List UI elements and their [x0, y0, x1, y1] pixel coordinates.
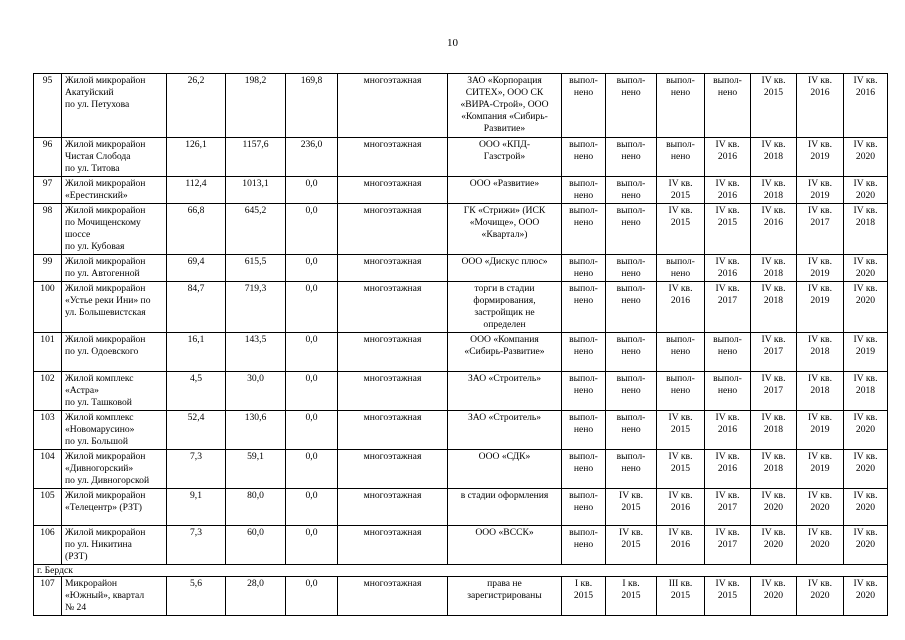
area-cell: 5,6	[167, 577, 226, 616]
stage-cell: IV кв. 2018	[797, 372, 844, 411]
stage-cell: IV кв. 2020	[844, 489, 888, 526]
commissioned-volume-cell: 0,0	[286, 526, 338, 565]
commissioned-volume-cell: 0,0	[286, 282, 338, 333]
stage-cell: IV кв. 2018	[751, 282, 797, 333]
area-cell: 26,2	[167, 74, 226, 138]
stage-cell: IV кв. 2019	[797, 411, 844, 450]
developer-cell: ГК «Стрижи» (ИСК «Мочище», ООО «Квартал»)	[448, 204, 562, 255]
table-row	[34, 74, 888, 138]
commissioned-volume-cell: 0,0	[286, 204, 338, 255]
stage-cell: IV кв. 2020	[751, 577, 797, 616]
table-row	[34, 450, 888, 489]
stage-cell: выпол- нено	[606, 411, 657, 450]
total-volume-cell: 1013,1	[226, 177, 286, 204]
developer-cell: ООО «Дискус плюс»	[448, 255, 562, 282]
row-number-cell: 99	[34, 255, 62, 282]
stage-cell: IV кв. 2016	[751, 204, 797, 255]
developer-cell: ООО «ВССК»	[448, 526, 562, 565]
area-cell: 16,1	[167, 333, 226, 372]
developer-cell: права не зарегистрированы	[448, 577, 562, 616]
stage-cell: IV кв. 2019	[797, 255, 844, 282]
building-type-cell: многоэтажная	[338, 74, 448, 138]
stage-cell: выпол- нено	[606, 138, 657, 177]
row-number-cell: 102	[34, 372, 62, 411]
stage-cell: IV кв. 2015	[657, 204, 705, 255]
stage-cell: IV кв. 2015	[705, 204, 751, 255]
total-volume-cell: 198,2	[226, 74, 286, 138]
building-type-cell: многоэтажная	[338, 177, 448, 204]
area-cell: 69,4	[167, 255, 226, 282]
stage-cell: IV кв. 2020	[844, 138, 888, 177]
building-type-cell: многоэтажная	[338, 255, 448, 282]
total-volume-cell: 28,0	[226, 577, 286, 616]
stage-cell: IV кв. 2015	[606, 489, 657, 526]
stage-cell: выпол- нено	[562, 204, 606, 255]
stage-cell: выпол- нено	[657, 372, 705, 411]
stage-cell: IV кв. 2020	[844, 282, 888, 333]
developer-cell: ООО «Развитие»	[448, 177, 562, 204]
stage-cell: выпол- нено	[562, 450, 606, 489]
total-volume-cell: 30,0	[226, 372, 286, 411]
stage-cell: IV кв. 2018	[797, 333, 844, 372]
stage-cell: IV кв. 2016	[705, 255, 751, 282]
total-volume-cell: 1157,6	[226, 138, 286, 177]
commissioned-volume-cell: 236,0	[286, 138, 338, 177]
stage-cell: выпол- нено	[562, 177, 606, 204]
stage-cell: IV кв. 2017	[705, 282, 751, 333]
stage-cell: IV кв. 2017	[705, 489, 751, 526]
table-row	[34, 372, 888, 411]
object-name-cell: Жилой микрорайон «Дивногорский» по ул. Дивногорской	[62, 450, 167, 489]
area-cell: 7,3	[167, 526, 226, 565]
stage-cell: I кв. 2015	[606, 577, 657, 616]
stage-cell: IV кв. 2017	[797, 204, 844, 255]
total-volume-cell: 615,5	[226, 255, 286, 282]
stage-cell: выпол- нено	[705, 372, 751, 411]
stage-cell: IV кв. 2017	[751, 333, 797, 372]
stage-cell: выпол- нено	[562, 255, 606, 282]
row-number-cell: 106	[34, 526, 62, 565]
object-name-cell: Жилой комплекс «Астра» по ул. Ташковой	[62, 372, 167, 411]
projects-table	[33, 73, 888, 616]
stage-cell: выпол- нено	[606, 282, 657, 333]
row-number-cell: 96	[34, 138, 62, 177]
building-type-cell: многоэтажная	[338, 282, 448, 333]
area-cell: 7,3	[167, 450, 226, 489]
stage-cell: выпол- нено	[562, 74, 606, 138]
object-name-cell: Жилой микрорайон по ул. Автогенной	[62, 255, 167, 282]
building-type-cell: многоэтажная	[338, 372, 448, 411]
stage-cell: IV кв. 2019	[797, 138, 844, 177]
page-number: 10	[447, 37, 458, 49]
stage-cell: IV кв. 2018	[751, 411, 797, 450]
stage-cell: выпол- нено	[705, 74, 751, 138]
developer-cell: ООО «КПД- Газстрой»	[448, 138, 562, 177]
stage-cell: IV кв. 2016	[705, 138, 751, 177]
stage-cell: IV кв. 2015	[657, 411, 705, 450]
stage-cell: выпол- нено	[562, 411, 606, 450]
stage-cell: IV кв. 2020	[844, 450, 888, 489]
row-number-cell: 105	[34, 489, 62, 526]
table-row	[34, 526, 888, 565]
object-name-cell: Жилой комплекс «Новомарусино» по ул. Большой	[62, 411, 167, 450]
commissioned-volume-cell: 0,0	[286, 450, 338, 489]
table-row	[34, 333, 888, 372]
total-volume-cell: 143,5	[226, 333, 286, 372]
object-name-cell: Жилой микрорайон Чистая Слобода по ул. Титова	[62, 138, 167, 177]
stage-cell: выпол- нено	[562, 333, 606, 372]
stage-cell: выпол- нено	[562, 489, 606, 526]
building-type-cell: многоэтажная	[338, 526, 448, 565]
commissioned-volume-cell: 0,0	[286, 577, 338, 616]
stage-cell: IV кв. 2017	[705, 526, 751, 565]
stage-cell: выпол- нено	[606, 74, 657, 138]
stage-cell: IV кв. 2016	[705, 411, 751, 450]
area-cell: 126,1	[167, 138, 226, 177]
stage-cell: IV кв. 2017	[751, 372, 797, 411]
stage-cell: IV кв. 2018	[751, 450, 797, 489]
stage-cell: IV кв. 2019	[797, 282, 844, 333]
stage-cell: выпол- нено	[606, 450, 657, 489]
row-number-cell: 98	[34, 204, 62, 255]
area-cell: 4,5	[167, 372, 226, 411]
stage-cell: IV кв. 2016	[657, 489, 705, 526]
area-cell: 112,4	[167, 177, 226, 204]
commissioned-volume-cell: 0,0	[286, 372, 338, 411]
stage-cell: выпол- нено	[606, 204, 657, 255]
stage-cell: IV кв. 2016	[797, 74, 844, 138]
developer-cell: ЗАО «Строитель»	[448, 372, 562, 411]
area-cell: 84,7	[167, 282, 226, 333]
row-number-cell: 103	[34, 411, 62, 450]
developer-cell: в стадии оформления	[448, 489, 562, 526]
building-type-cell: многоэтажная	[338, 204, 448, 255]
stage-cell: выпол- нено	[562, 526, 606, 565]
stage-cell: IV кв. 2015	[751, 74, 797, 138]
table-row	[34, 255, 888, 282]
row-number-cell: 100	[34, 282, 62, 333]
total-volume-cell: 719,3	[226, 282, 286, 333]
commissioned-volume-cell: 0,0	[286, 333, 338, 372]
table-row	[34, 577, 888, 616]
row-number-cell: 97	[34, 177, 62, 204]
commissioned-volume-cell: 0,0	[286, 255, 338, 282]
stage-cell: выпол- нено	[606, 255, 657, 282]
total-volume-cell: 60,0	[226, 526, 286, 565]
object-name-cell: Жилой микрорайон по ул. Никитина (РЗТ)	[62, 526, 167, 565]
stage-cell: III кв. 2015	[657, 577, 705, 616]
object-name-cell: Жилой микрорайон по ул. Одоевского	[62, 333, 167, 372]
row-number-cell: 101	[34, 333, 62, 372]
city-section-row	[34, 565, 888, 577]
stage-cell: IV кв. 2016	[844, 74, 888, 138]
stage-cell: IV кв. 2016	[657, 526, 705, 565]
stage-cell: выпол- нено	[562, 138, 606, 177]
object-name-cell: Жилой микрорайон «Ерестинский»	[62, 177, 167, 204]
object-name-cell: Жилой микрорайон «Телецентр» (РЗТ)	[62, 489, 167, 526]
stage-cell: IV кв. 2019	[844, 333, 888, 372]
table-row	[34, 138, 888, 177]
table-row	[34, 204, 888, 255]
stage-cell: IV кв. 2015	[657, 450, 705, 489]
building-type-cell: многоэтажная	[338, 577, 448, 616]
stage-cell: IV кв. 2018	[751, 255, 797, 282]
stage-cell: IV кв. 2020	[797, 489, 844, 526]
stage-cell: IV кв. 2020	[844, 177, 888, 204]
stage-cell: IV кв. 2020	[751, 526, 797, 565]
stage-cell: IV кв. 2015	[705, 577, 751, 616]
stage-cell: выпол- нено	[606, 333, 657, 372]
stage-cell: IV кв. 2016	[705, 177, 751, 204]
developer-cell: ООО «СДК»	[448, 450, 562, 489]
object-name-cell: Жилой микрорайон «Устье реки Ини» по ул. Большевистская	[62, 282, 167, 333]
stage-cell: IV кв. 2019	[797, 177, 844, 204]
commissioned-volume-cell: 0,0	[286, 177, 338, 204]
stage-cell: выпол- нено	[657, 74, 705, 138]
total-volume-cell: 130,6	[226, 411, 286, 450]
stage-cell: выпол- нено	[562, 282, 606, 333]
building-type-cell: многоэтажная	[338, 138, 448, 177]
stage-cell: IV кв. 2016	[705, 450, 751, 489]
table-row	[34, 411, 888, 450]
commissioned-volume-cell: 0,0	[286, 411, 338, 450]
stage-cell: IV кв. 2018	[844, 204, 888, 255]
area-cell: 66,8	[167, 204, 226, 255]
table-row	[34, 282, 888, 333]
stage-cell: IV кв. 2015	[657, 177, 705, 204]
stage-cell: IV кв. 2016	[657, 282, 705, 333]
stage-cell: IV кв. 2020	[844, 577, 888, 616]
stage-cell: IV кв. 2019	[797, 450, 844, 489]
stage-cell: IV кв. 2020	[844, 411, 888, 450]
stage-cell: I кв. 2015	[562, 577, 606, 616]
stage-cell: выпол- нено	[705, 333, 751, 372]
area-cell: 52,4	[167, 411, 226, 450]
stage-cell: выпол- нено	[657, 255, 705, 282]
developer-cell: торги в стадии формирования, застройщик не определен	[448, 282, 562, 333]
stage-cell: IV кв. 2018	[751, 138, 797, 177]
stage-cell: IV кв. 2020	[751, 489, 797, 526]
building-type-cell: многоэтажная	[338, 333, 448, 372]
stage-cell: выпол- нено	[657, 138, 705, 177]
developer-cell: ЗАО «Строитель»	[448, 411, 562, 450]
stage-cell: IV кв. 2020	[844, 255, 888, 282]
building-type-cell: многоэтажная	[338, 450, 448, 489]
stage-cell: IV кв. 2020	[844, 526, 888, 565]
stage-cell: IV кв. 2018	[844, 372, 888, 411]
row-number-cell: 107	[34, 577, 62, 616]
stage-cell: IV кв. 2015	[606, 526, 657, 565]
city-label: г. Бердск	[34, 565, 888, 577]
stage-cell: IV кв. 2020	[797, 526, 844, 565]
developer-cell: ООО «Компания «Сибирь-Развитие»	[448, 333, 562, 372]
stage-cell: IV кв. 2018	[751, 177, 797, 204]
total-volume-cell: 59,1	[226, 450, 286, 489]
developer-cell: ЗАО «Корпорация СИТЕХ», ООО СК «ВИРА-Строй», ООО «Компания «Сибирь- Развитие»	[448, 74, 562, 138]
object-name-cell: Жилой микрорайон Акатуйский по ул. Петухова	[62, 74, 167, 138]
stage-cell: выпол- нено	[606, 177, 657, 204]
commissioned-volume-cell: 0,0	[286, 489, 338, 526]
row-number-cell: 104	[34, 450, 62, 489]
row-number-cell: 95	[34, 74, 62, 138]
commissioned-volume-cell: 169,8	[286, 74, 338, 138]
total-volume-cell: 80,0	[226, 489, 286, 526]
building-type-cell: многоэтажная	[338, 411, 448, 450]
stage-cell: выпол- нено	[562, 372, 606, 411]
stage-cell: выпол- нено	[657, 333, 705, 372]
object-name-cell: Жилой микрорайон по Мочищенскому шоссе по ул. Кубовая	[62, 204, 167, 255]
building-type-cell: многоэтажная	[338, 489, 448, 526]
object-name-cell: Микрорайон «Южный», квартал № 24	[62, 577, 167, 616]
total-volume-cell: 645,2	[226, 204, 286, 255]
stage-cell: выпол- нено	[606, 372, 657, 411]
stage-cell: IV кв. 2020	[797, 577, 844, 616]
area-cell: 9,1	[167, 489, 226, 526]
table-row	[34, 489, 888, 526]
table-row	[34, 177, 888, 204]
